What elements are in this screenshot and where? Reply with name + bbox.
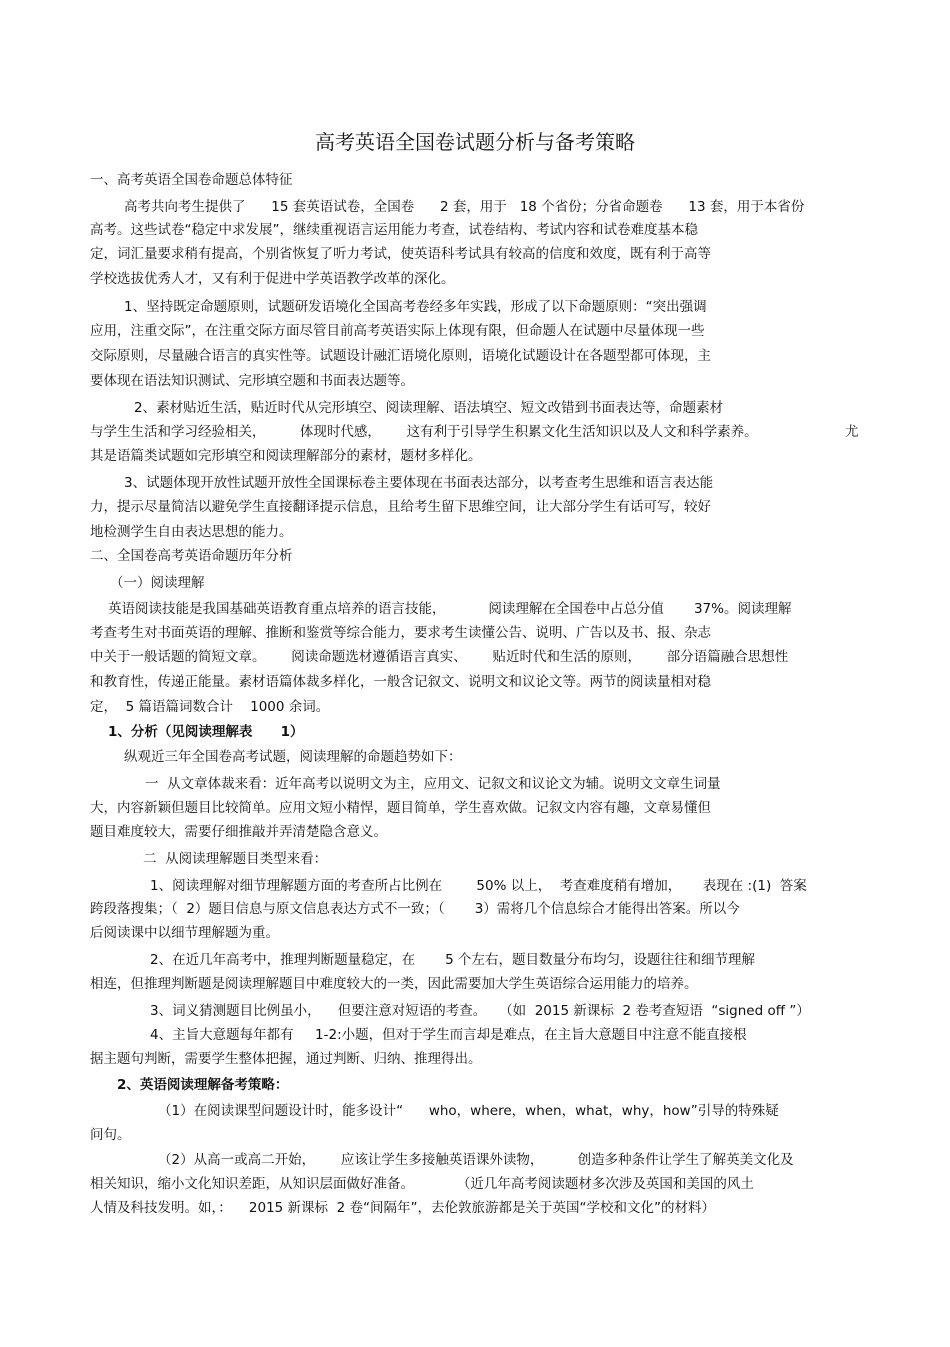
text-line: 一、高考英语全国卷命题总体特征 (90, 172, 293, 188)
text-line: 地检测学生自由表达思想的能力。 (90, 524, 293, 540)
text-line: 定，词汇量要求稍有提高，个别省恢复了听力考试，使英语科考试具有较高的信度和效度，既有利于高等 (90, 246, 711, 262)
text-line: 高考共向考生提供了 15 套英语试卷，全国卷 2 套，用于 18 个省份；分省命题卷 13 套，用于本省份 (124, 199, 805, 215)
text-line: 4、主旨大意题每年都有 1-2:小题，但对于学生而言却是难点，在主旨大意题目中注意不能直接根 (150, 1027, 747, 1043)
text-line: 一 从文章体裁来看：近年高考以说明文为主，应用文、记叙文和议论文为辅。说明文文章生词量 (145, 776, 721, 792)
text-line: 中关于一般话题的简短文章。 阅读命题选材遵循语言真实、 贴近时代和生活的原则， 部分语篇融合思想性 (90, 649, 789, 665)
text-line: 应用，注重交际”，在注重交际方面尽管目前高考英语实际上体现有限，但命题人在试题中尽量体现一些 (90, 323, 705, 339)
text-line: 2、英语阅读理解备考策略： (117, 1077, 289, 1093)
document-title: 高考英语全国卷试题分析与备考策略 (315, 130, 635, 154)
text-line: 二、全国卷高考英语命题历年分析 (90, 548, 293, 564)
text-line: 题目难度较大，需要仔细推敲并弄清楚隐含意义。 (90, 824, 387, 840)
text-line: （2）从高一或高二开始， 应该让学生多接触英语课外读物， 创造多种条件让学生了解英美文化及 (158, 1152, 794, 1168)
text-line: 考查考生对书面英语的理解、推断和鉴赏等综合能力，要求考生读懂公告、说明、广告以及书、报、杂志 (90, 625, 711, 641)
text-line: 据主题句判断，需要学生整体把握，通过判断、归纳、推理得出。 (90, 1051, 482, 1067)
text-line: 大，内容新颖但题目比较简单。应用文短小精悍，题目简单，学生喜欢做。记叙文内容有趣，文章易懂但 (90, 800, 711, 816)
text-line: 3、词义猜测题目比例虽小， 但要注意对短语的考查。 （如 2015 新课标 2 卷考查短语 “signed off ”） (150, 1003, 810, 1019)
text-line: （1）在阅读课型问题设计时，能多设计“ who，where，when，what，why，how”引导的特殊疑 (158, 1103, 779, 1119)
text-line: 和教育性，传递正能量。素材语篇体裁多样化，一般含记叙文、说明文和议论文等。两节的阅读量相对稳 (90, 674, 711, 690)
text-line: 跨段落搜集；（ 2）题目信息与原文信息表达方式不一致；（ 3）需将几个信息综合才能得出答案。所以今 (90, 901, 740, 917)
text-line: 相关知识，缩小文化知识差距，从知识层面做好准备。 （近几年高考阅读题材多次涉及英国和美国的风土 (90, 1176, 754, 1192)
text-line: （一）阅读理解 (110, 575, 205, 591)
text-line: 二 从阅读理解题目类型来看： (143, 851, 328, 867)
text-line: 1、分析（见阅读理解表 1） (108, 724, 304, 740)
text-line: 力，提示尽量简洁以避免学生直接翻译提示信息，且给考生留下思维空间，让大部分学生有话可写，较好 (90, 499, 711, 515)
text-line: 相连，但推理判断题是阅读理解题目中难度较大的一类，因此需要加大学生英语综合运用能力的培养。 (90, 976, 698, 992)
text-line: 高考。这些试卷“稳定中求发展”，继续重视语言运用能力考查，试卷结构、考试内容和试卷难度基本稳 (90, 222, 698, 238)
text-line: 英语阅读技能是我国基础英语教育重点培养的语言技能， 阅读理解在全国卷中占总分值 37%。阅读理解 (108, 601, 792, 617)
text-line: 学校选拔优秀人才，又有利于促进中学英语教学改革的深化。 (90, 271, 455, 287)
text-line: 2、素材贴近生活，贴近时代从完形填空、阅读理解、语法填空、短文改错到书面表达等，命题素材 (134, 400, 724, 416)
text-line: 2、在近几年高考中，推理判断题量稳定，在 5 个左右，题目数量分布均匀，设题往往和细节理解 (150, 952, 756, 968)
text-line: 后阅读课中以细节理解题为重。 (90, 925, 279, 941)
text-line: 问句。 (90, 1127, 131, 1143)
text-line: 1、阅读理解对细节理解题方面的考查所占比例在 50% 以上， 考查难度稍有增加， 表现在 :(1) 答案 (150, 878, 807, 894)
text-line: 与学生生活和学习经验相关， 体现时代感， 这有利于引导学生积累文化生活知识以及人文和科学素养。 (90, 424, 758, 440)
text-line: 定， 5 篇语篇词数合计 1000 余词。 (90, 699, 330, 715)
text-line: 交际原则，尽量融合语言的真实性等。试题设计融汇语境化原则，语境化试题设计在各题型都可体现，主 (90, 348, 711, 364)
text-line: 1、坚持既定命题原则，试题研发语境化全国高考卷经多年实践，形成了以下命题原则：“突出强调 (124, 299, 707, 315)
text-line: 纵观近三年全国卷高考试题，阅读理解的命题趋势如下： (124, 749, 462, 765)
text-line: 人情及科技发明。如，： 2015 新课标 2 卷“间隔年”，去伦敦旅游都是关于英国“学校和文化”的材料） (90, 1200, 715, 1216)
text-line: 3、试题体现开放性试题开放性全国课标卷主要体现在书面表达部分，以考查考生思维和语言表达能 (124, 475, 714, 491)
text-line: 其是语篇类试题如完形填空和阅读理解部分的素材，题材多样化。 (90, 448, 482, 464)
text-line: 尤 (845, 424, 859, 440)
text-line: 要体现在语法知识测试、完形填空题和书面表达题等。 (90, 373, 414, 389)
